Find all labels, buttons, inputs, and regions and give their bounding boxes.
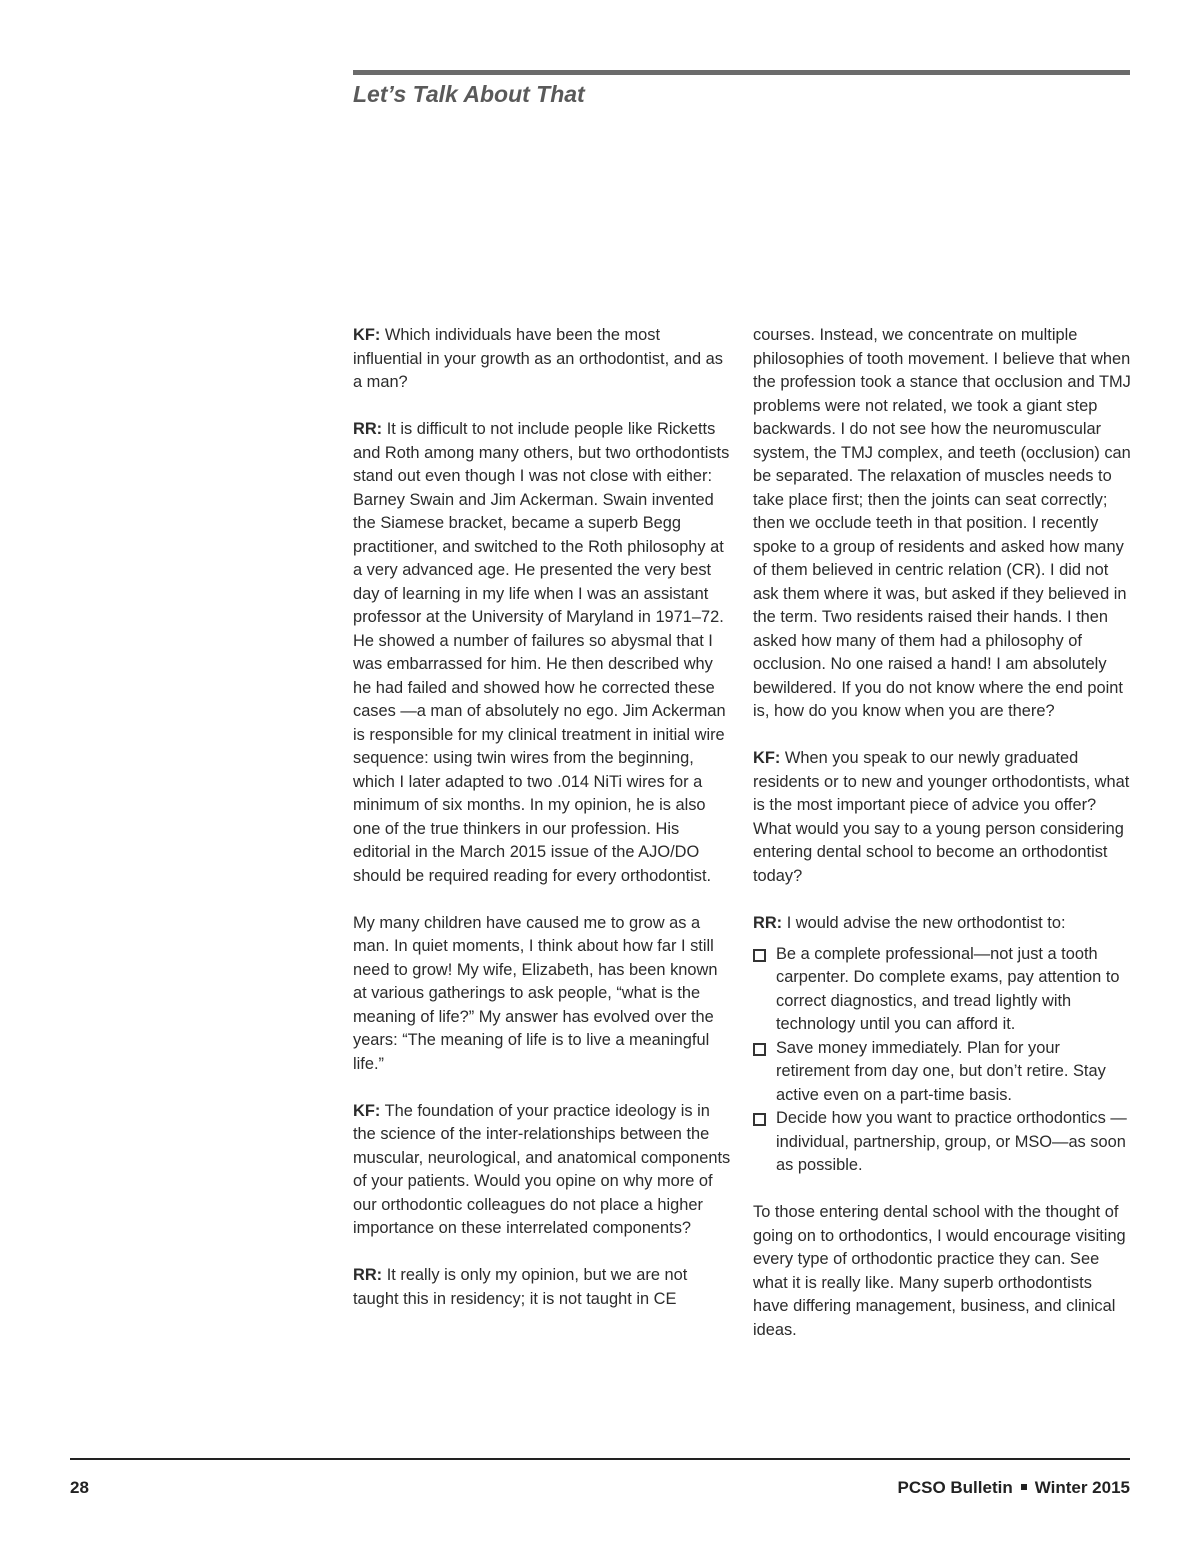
list-item-text: Decide how you want to practice orthodontics —individual, partnership, group, or MSO—as soon as possible.: [776, 1109, 1127, 1174]
footer-publication: [897, 1478, 1130, 1498]
list-item-text: Save money immediately. Plan for your retirement from day one, but don’t retire. Stay active even on a part-time basis.: [776, 1038, 1106, 1104]
list-item-text: Be a complete professional—not just a tooth carpenter. Do complete exams, pay attention to correct diagnostics, and tread lightly with technology until you can afford it.: [776, 944, 1120, 1033]
paragraph: To those entering dental school with the thought of going on to orthodontics, I would encourage visiting every type of orthodontic practice they can. See what it is really like. Many superb orthodontists have differing management, business, and clinical ideas.: [753, 1203, 1126, 1339]
checkbox-bullet-icon: [753, 1043, 766, 1056]
paragraph-text: My many children have caused me to grow as a man. In quiet moments, I think about how far I still need to grow! My wife, Elizabeth, has been known at various gatherings to ask people, “what is the meaning of life?” My answer has evolved over the years: “The meaning of life is to live a meaningful life.”: [353, 913, 718, 1073]
paragraph-continued: courses. Instead, we concentrate on multiple philosophies of tooth movement. I believe that when the profession took a stance that occlusion and TMJ problems were not related, we took a giant step backwards. I do not see how the neuromuscular system, the TMJ complex, and teeth (occlusion) can be separated. The relaxation of muscles needs to take place first; then the joints can seat correctly; then we occlude teeth in that position. I recently spoke to a group of residents and asked how many of them believed in centric relation (CR). I did not ask them where it was, but asked if they believed in the term. Two residents raised their hands. I then asked how many of them had a philosophy of occlusion. No one raised a hand! I am absolutely bewildered. If you do not know where the end point is, how do you know when you are there?: [753, 326, 1131, 720]
paragraph-text: The foundation of your practice ideology is in the science of the inter-relationships between the muscular, neurological, and anatomical components of your patients. Would you opine on why more of our orthodontic colleagues do not place a higher importance on these interrelated components?: [353, 1101, 731, 1237]
right-column: [753, 324, 1131, 1366]
left-column: [353, 324, 731, 1335]
issue-date: Winter 2015: [1034, 1478, 1130, 1497]
list-item: [753, 1107, 1131, 1178]
paragraph: [353, 1264, 731, 1311]
list-item: [753, 1037, 1131, 1108]
paragraph: [353, 324, 731, 395]
paragraph-text: It is difficult to not include people like Ricketts and Roth among many others, but two orthodontists stand out even though I was not close with either: Barney Swain and Jim Ackerman. Swain invented the Siamese bracket, became a superb Begg practitioner, and switched to the Roth philosophy at a very advanced age. He presented the very best day of learning in my life when I was an assistant professor at the University of Maryland in 1971–72. He showed a number of failures so abysmal that I was embarrassed for him. He then described why he had failed and showed how he corrected these cases —a man of absolutely no ego. Jim Ackerman is responsible for my clinical treatment in initial wire sequence: using twin wires from the beginning, which I later adapted to two .014 NiTi wires for a minimum of six months. In my opinion, he is also one of the true thinkers in our profession. His editorial in the March 2015 issue of the AJO/DO should be required reading for every orthodontist.: [353, 420, 730, 885]
paragraph: [353, 418, 731, 888]
list-item: [753, 943, 1131, 1037]
paragraph-text: I would advise the new orthodontist to:: [782, 913, 1066, 932]
paragraph-text: When you speak to our newly graduated residents or to new and younger orthodontists, what is the most important piece of advice you offer? What would you say to a young person considering entering dental school to become an orthodontist today?: [753, 749, 1130, 885]
section-title: Let’s Talk About That: [353, 81, 585, 107]
paragraph: [353, 912, 731, 1077]
speaker-label: RR:: [753, 913, 783, 932]
advice-list: [753, 943, 1131, 1178]
paragraph-text: Which individuals have been the most influential in your growth as an orthodontist, and as a man?: [353, 326, 723, 391]
header-rule: [353, 70, 1130, 75]
checkbox-bullet-icon: [753, 949, 766, 962]
speaker-label: RR:: [353, 1266, 383, 1284]
page-number: 28: [70, 1478, 89, 1497]
footer-rule: [70, 1458, 1130, 1460]
speaker-label: KF:: [353, 326, 381, 344]
paragraph: [353, 1100, 731, 1241]
square-separator-icon: [1021, 1484, 1027, 1490]
paragraph: [753, 912, 1131, 936]
paragraph: [753, 747, 1131, 888]
speaker-label: KF:: [353, 1101, 381, 1120]
publication-name: PCSO Bulletin: [897, 1478, 1013, 1497]
paragraph-text: It really is only my opinion, but we are not taught this in residency; it is not taught in CE: [353, 1266, 688, 1308]
checkbox-bullet-icon: [753, 1113, 766, 1126]
speaker-label: RR:: [353, 420, 383, 438]
speaker-label: KF:: [753, 749, 781, 767]
